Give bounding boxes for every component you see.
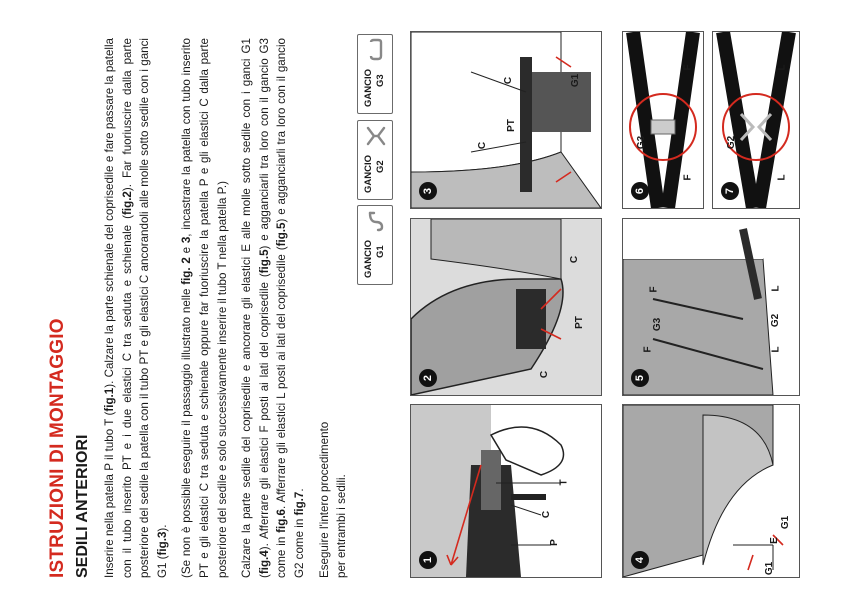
hook-legend-g1 <box>357 205 393 285</box>
figure-label: G1 <box>764 561 776 576</box>
figure-label: PT <box>573 316 585 329</box>
note-line-2: per entrambi i sedili. <box>335 474 349 578</box>
page-title: ISTRUZIONI DI MONTAGGIO <box>47 318 68 578</box>
figure-3 <box>410 31 602 209</box>
figure-label: G1 <box>570 73 582 88</box>
figure-4 <box>622 404 800 578</box>
figure-number: 2 <box>419 369 437 387</box>
figure-label: PT <box>505 119 517 132</box>
figure-label: C <box>477 141 489 150</box>
hook-g2-icon <box>364 124 388 148</box>
figure-label: E <box>768 537 780 544</box>
figure-4-drawing <box>623 405 799 577</box>
figure-2 <box>410 218 602 396</box>
figure-number: 4 <box>631 551 649 569</box>
figure-label: F <box>648 286 660 293</box>
hook-g1-icon <box>366 210 386 232</box>
instructions-text-column <box>47 38 357 578</box>
figure-5 <box>622 218 800 396</box>
figure-label: C <box>539 370 551 379</box>
figure-1-drawing <box>411 405 601 577</box>
figure-label: G1 <box>780 515 792 530</box>
hook-name: GANCIO <box>363 240 374 278</box>
hook-legend-g2 <box>357 120 393 200</box>
figure-number: 3 <box>419 182 437 200</box>
figure-label: C <box>503 76 515 85</box>
figure-6 <box>622 31 704 209</box>
note-line-1: Eseguire l'intero procedimento <box>317 421 331 578</box>
hook-name: GANCIO <box>363 69 374 107</box>
figure-label: G3 <box>652 317 664 332</box>
hook-code: G3 <box>375 74 386 87</box>
figure-label: P <box>548 539 560 546</box>
hook-legend-g3 <box>357 34 393 114</box>
figure-number: 6 <box>631 182 649 200</box>
paragraph-1: Inserire nella patella P il tubo T (fig.1). Calzare la parte schienale del coprisedile e fare passare la patella con il tubo inserito PT e i due elastici C tra seduta e schienale (fig.2). Far fuoriuscire dalla parte posteriore del sedile la patella con il tubo PT e gli elastici C ancorandoli alle molle sotto sedile con i ganci G1 (fig.3). <box>103 37 169 578</box>
hook-code: G1 <box>375 245 386 258</box>
figure-label: T <box>558 479 570 486</box>
note <box>316 38 351 578</box>
figure-number: 7 <box>721 182 739 200</box>
figure-label: F <box>682 64 694 71</box>
hook-name: GANCIO <box>363 155 374 193</box>
figure-label: L <box>770 346 782 353</box>
figure-label: L <box>776 64 788 71</box>
figure-label: F <box>642 346 654 353</box>
paragraph-3: Calzare la parte sedile del coprisedile e ancorare gli elastici E alle molle sotto sedile con i ganci G1 (fig.4). Afferrare gli elastici F posti ai lati del coprisedile (fig.5) e agganciarli tra loro con il gancio G3 come in fig.6. Afferrare gli elastici L posti ai lati del coprisedile (fig.5) e agganciarli tra loro con il gancio G2 come in fig.7. <box>240 38 306 578</box>
figure-number: 5 <box>631 369 649 387</box>
figure-7 <box>712 31 800 209</box>
figure-2-drawing <box>411 219 601 395</box>
figure-number: 1 <box>419 551 437 569</box>
figure-label: G3 <box>636 135 648 150</box>
hook-g3-icon <box>366 38 386 62</box>
figure-6-drawing <box>623 32 703 208</box>
figure-label: C <box>541 510 553 519</box>
figure-label: C <box>569 255 581 264</box>
figure-label: L <box>776 174 788 181</box>
figure-label: F <box>682 174 694 181</box>
figure-1 <box>410 404 602 578</box>
hook-code: G2 <box>375 160 386 173</box>
figure-label: L <box>770 285 782 292</box>
section-title: SEDILI ANTERIORI <box>74 434 91 578</box>
figure-label: G2 <box>770 313 782 328</box>
paragraph-2: (Se non è possibile eseguire il passaggio illustrato nelle fig. 2 e 3, incastrare la patella con tubo inserito PT e gli elastici C tra seduta e schienale oppure far fuoriuscire la patella P e gli elastici C dalla parte posteriore del sedile e solo successivamente inserire il tubo T nella patella P.) <box>180 38 229 578</box>
figure-label: G2 <box>726 135 738 150</box>
figure-5-drawing <box>623 219 799 395</box>
